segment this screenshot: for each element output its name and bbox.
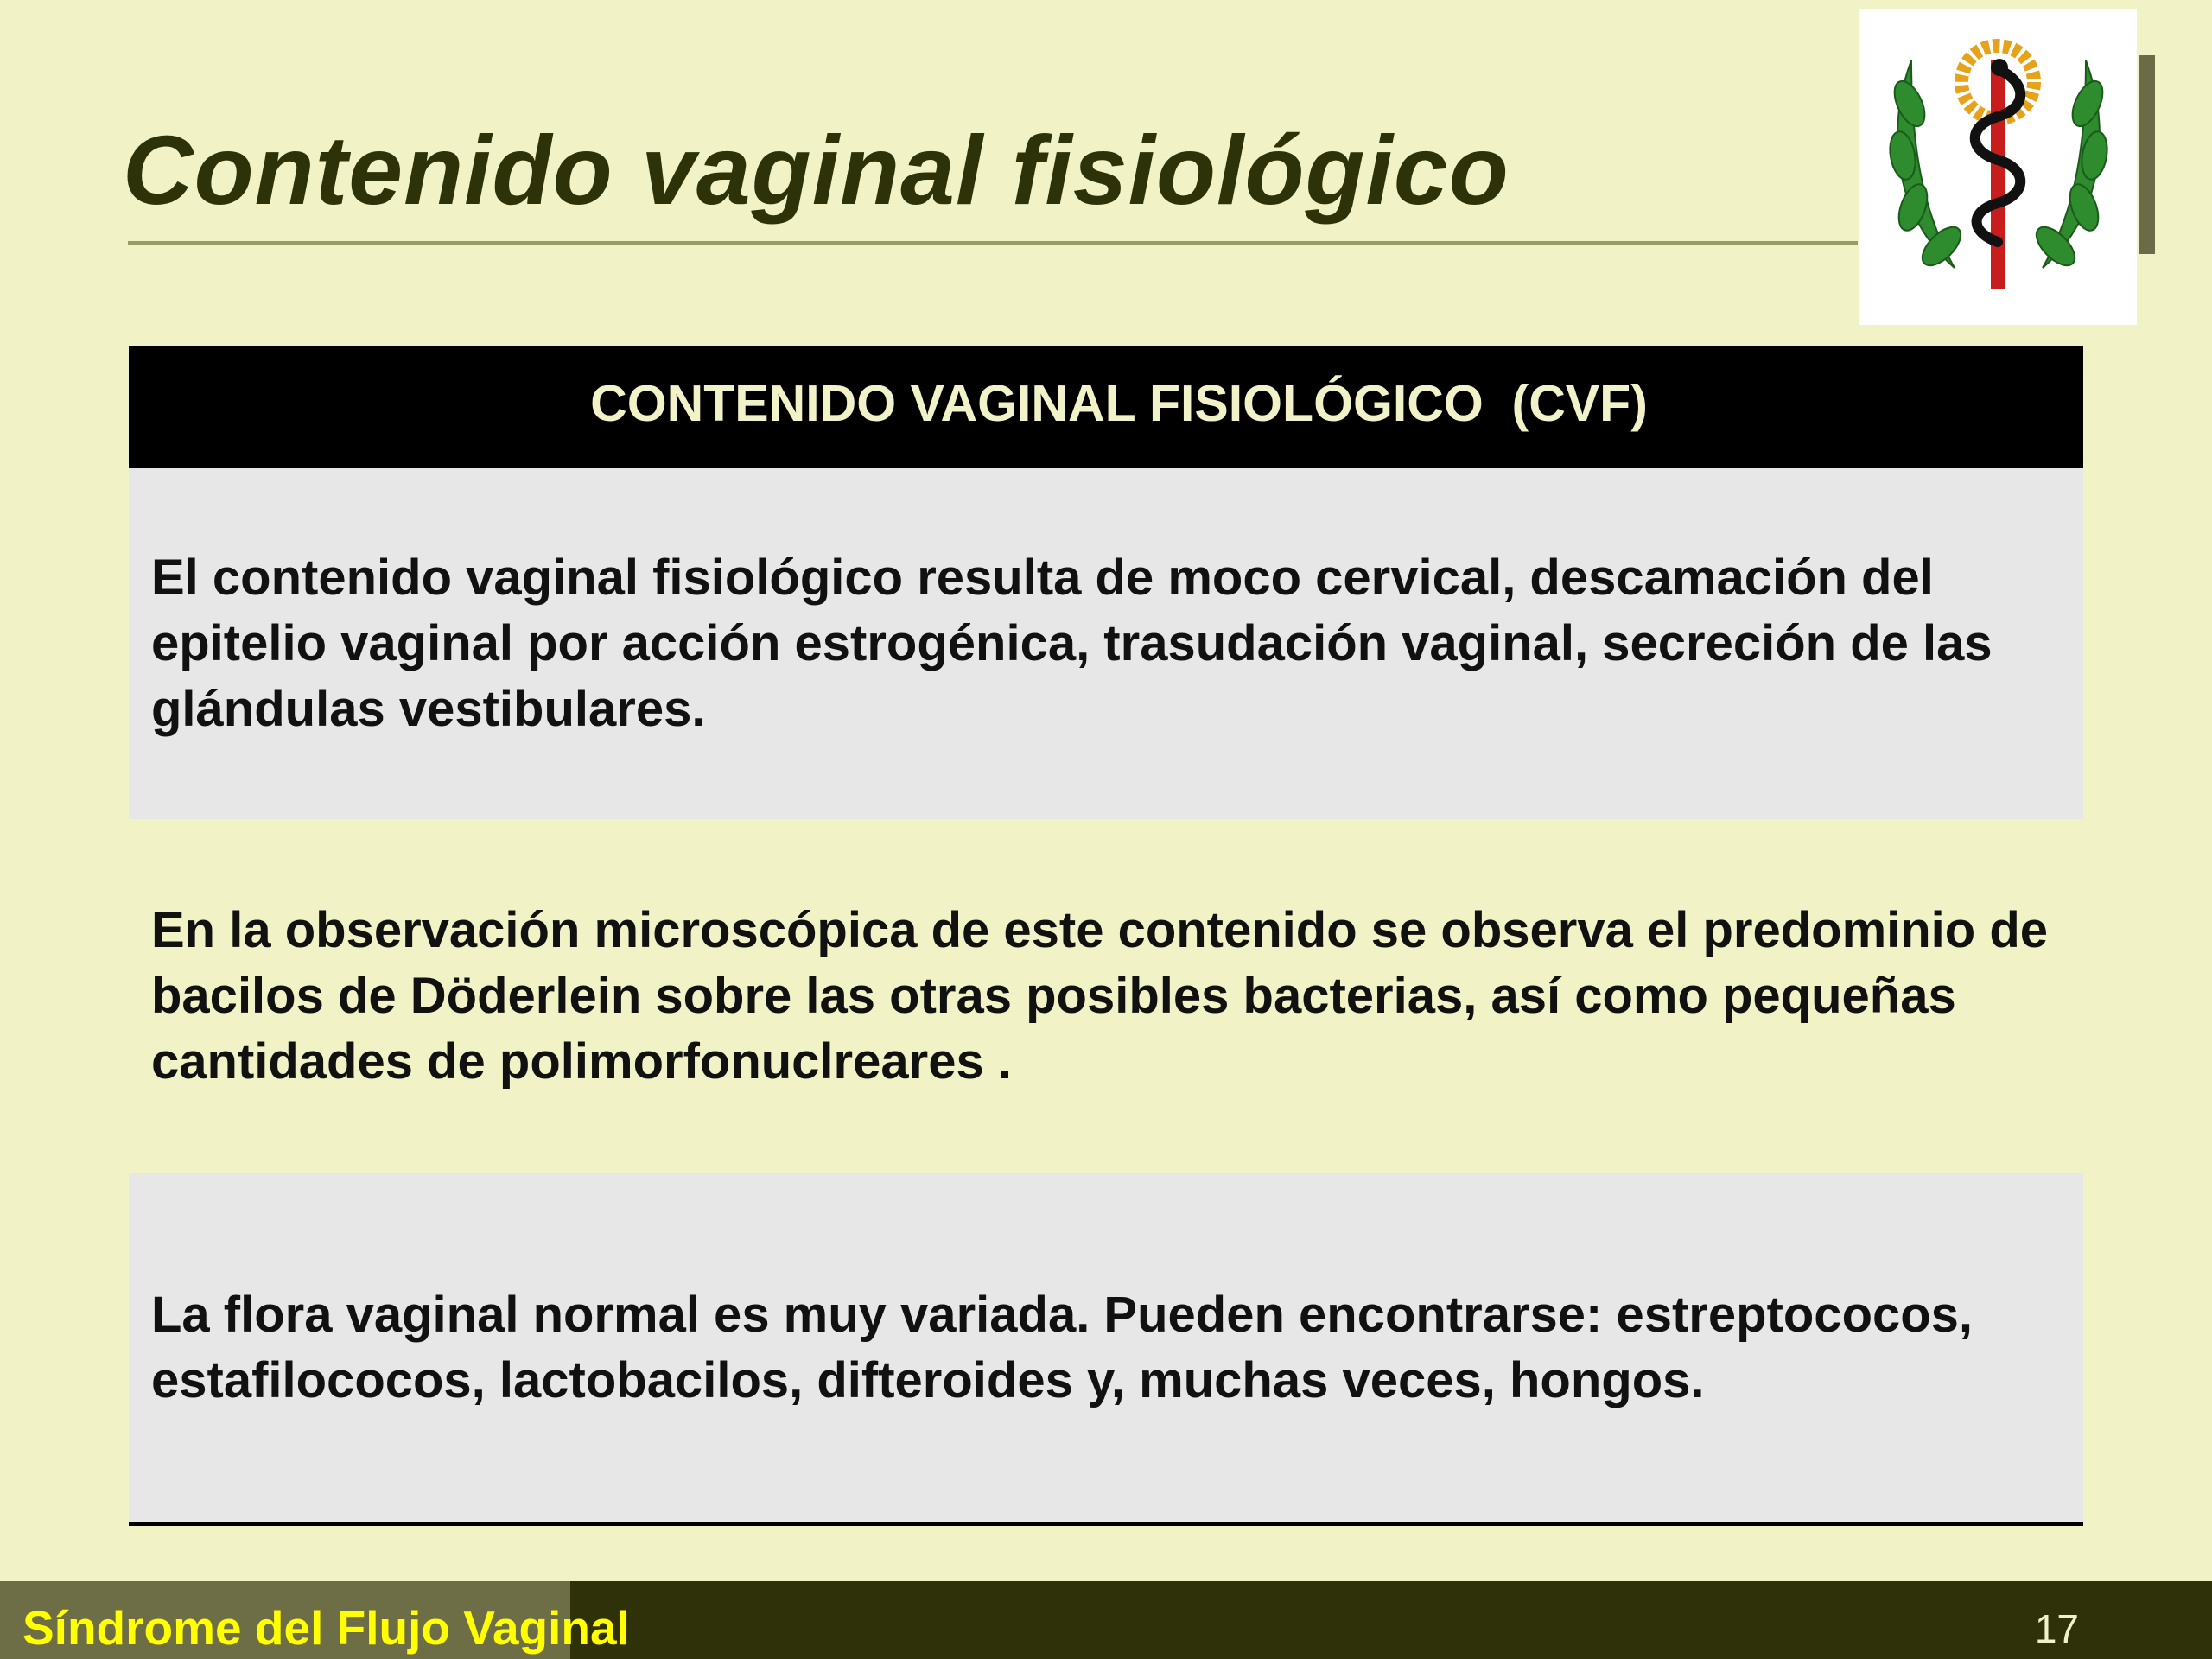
table-header bbox=[129, 346, 2083, 468]
slide-title: Contenido vaginal fisiológico bbox=[123, 116, 1510, 225]
table-row-text: El contenido vaginal fisiológico resulta de moco cervical, descamación del epitelio vaginal por acción estrogénica, trasudación vaginal, secreción de las glándulas vestibulares. bbox=[151, 550, 1993, 737]
title-divider bbox=[128, 241, 1858, 245]
table-row bbox=[129, 1173, 2083, 1526]
content-table bbox=[129, 346, 2083, 1526]
table-row-text: En la observación microscópica de este contenido se observa el predominio de bacilos de Döderlein sobre las otras posibles bacterias, así como pequeñas cantidades de polimorfonuclreares . bbox=[151, 902, 2049, 1090]
table-row-text: La flora vaginal normal es muy variada. Pueden encontrarse: estreptococos, estafilococos, lactobacilos, difteroides y, muchas veces, hongos. bbox=[151, 1286, 1974, 1408]
logo-shadow bbox=[2139, 55, 2155, 254]
logo bbox=[1859, 9, 2137, 325]
page-number: 17 bbox=[2034, 1606, 2079, 1651]
table-header-text: CONTENIDO VAGINAL FISIOLÓGICO (CVF) bbox=[590, 375, 1648, 432]
table-row bbox=[129, 819, 2083, 1173]
table-row bbox=[129, 468, 2083, 819]
footer-title: Síndrome del Flujo Vaginal bbox=[22, 1601, 630, 1655]
caduceus-laurel-emblem-icon bbox=[1859, 9, 2137, 325]
footer-bar bbox=[0, 1581, 2212, 1659]
